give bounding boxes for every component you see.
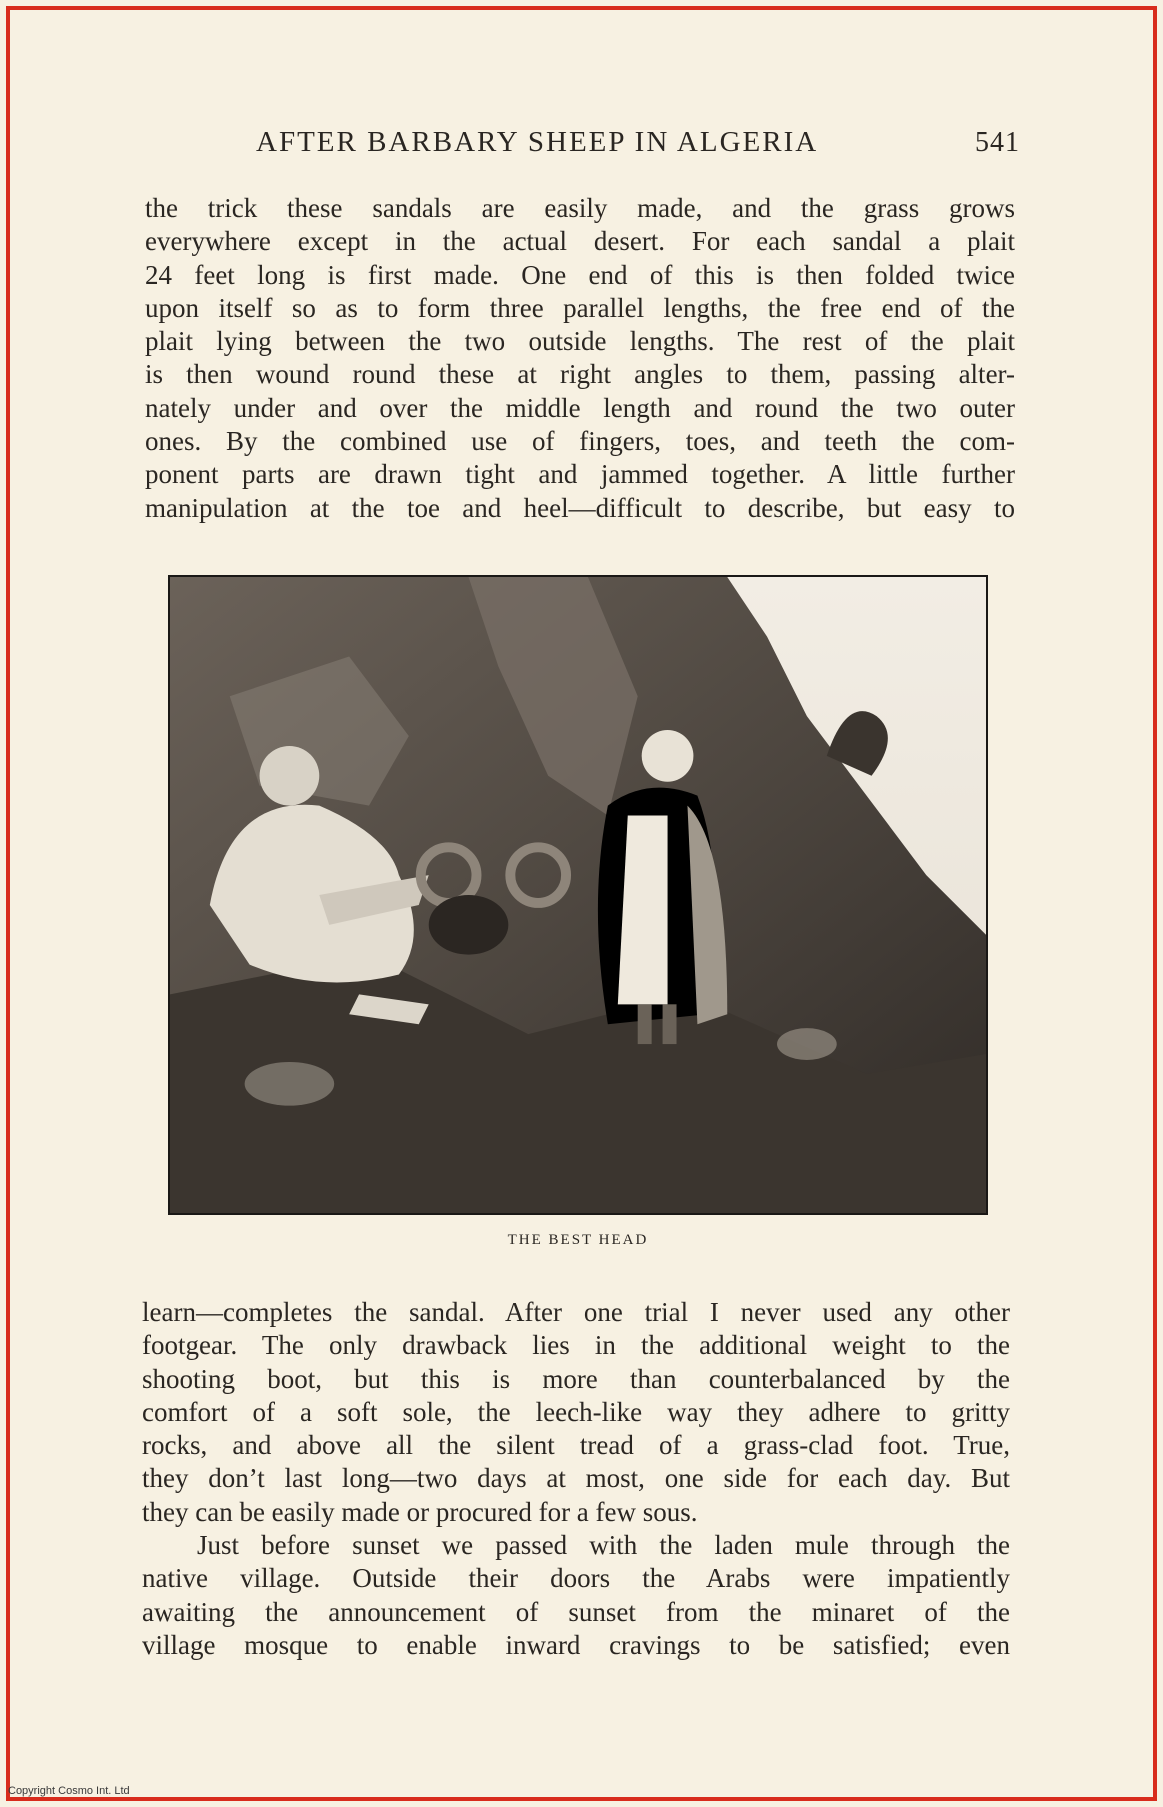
text-line: is then wound round these at right angles to them, passing alter- (145, 359, 1015, 390)
text-line: footgear. The only drawback lies in the additional weight to the (142, 1330, 1010, 1361)
text-line: 24 feet long is first made. One end of this is then folded twice (145, 259, 1015, 290)
text-line: village mosque to enable inward cravings to be satisfied; even (142, 1629, 1010, 1660)
figure-caption: THE BEST HEAD (507, 1232, 649, 1248)
photograph-the-best-head (168, 575, 988, 1215)
body-text-top (145, 192, 1015, 525)
text-line: nately under and over the middle length and round the two outer (145, 392, 1015, 423)
text-line: everywhere except in the actual desert. For each sandal a plait (145, 226, 1015, 257)
copyright-notice: Copyright Cosmo Int. Ltd (8, 1785, 130, 1797)
text-line: native village. Outside their doors the Arabs were impatiently (142, 1563, 1010, 1594)
body-text-bottom (142, 1296, 1010, 1662)
running-header (150, 126, 1020, 159)
text-line: ponent parts are drawn tight and jammed together. A little further (145, 459, 1015, 490)
text-line: rocks, and above all the silent tread of a grass-clad foot. True, (142, 1430, 1010, 1461)
text-line: comfort of a soft sole, the leech-like way they adhere to gritty (142, 1396, 1010, 1427)
text-line: ones. By the combined use of fingers, toes, and teeth the com- (145, 426, 1015, 457)
running-title: AFTER BARBARY SHEEP IN ALGERIA (256, 126, 819, 158)
text-line: manipulation at the toe and heel—difficult to describe, but easy to (145, 492, 1015, 523)
photograph-illustration (170, 577, 986, 1213)
text-line: the trick these sandals are easily made, and the grass grows (145, 193, 1015, 223)
text-line: shooting boot, but this is more than counterbalanced by the (142, 1363, 1010, 1394)
text-line: they can be easily made or procured for a few sous. (142, 1496, 698, 1527)
text-line: plait lying between the two outside lengths. The rest of the plait (145, 326, 1015, 357)
text-line: learn—completes the sandal. After one trial I never used any other (142, 1297, 1010, 1327)
text-line: awaiting the announcement of sunset from the minaret of the (142, 1596, 1010, 1627)
text-line: upon itself so as to form three parallel lengths, the free end of the (145, 292, 1015, 323)
text-line: Just before sunset we passed with the laden mule through the (197, 1530, 1010, 1561)
page-number: 541 (975, 127, 1020, 158)
text-line: they don’t last long—two days at most, one side for each day. But (142, 1463, 1010, 1494)
